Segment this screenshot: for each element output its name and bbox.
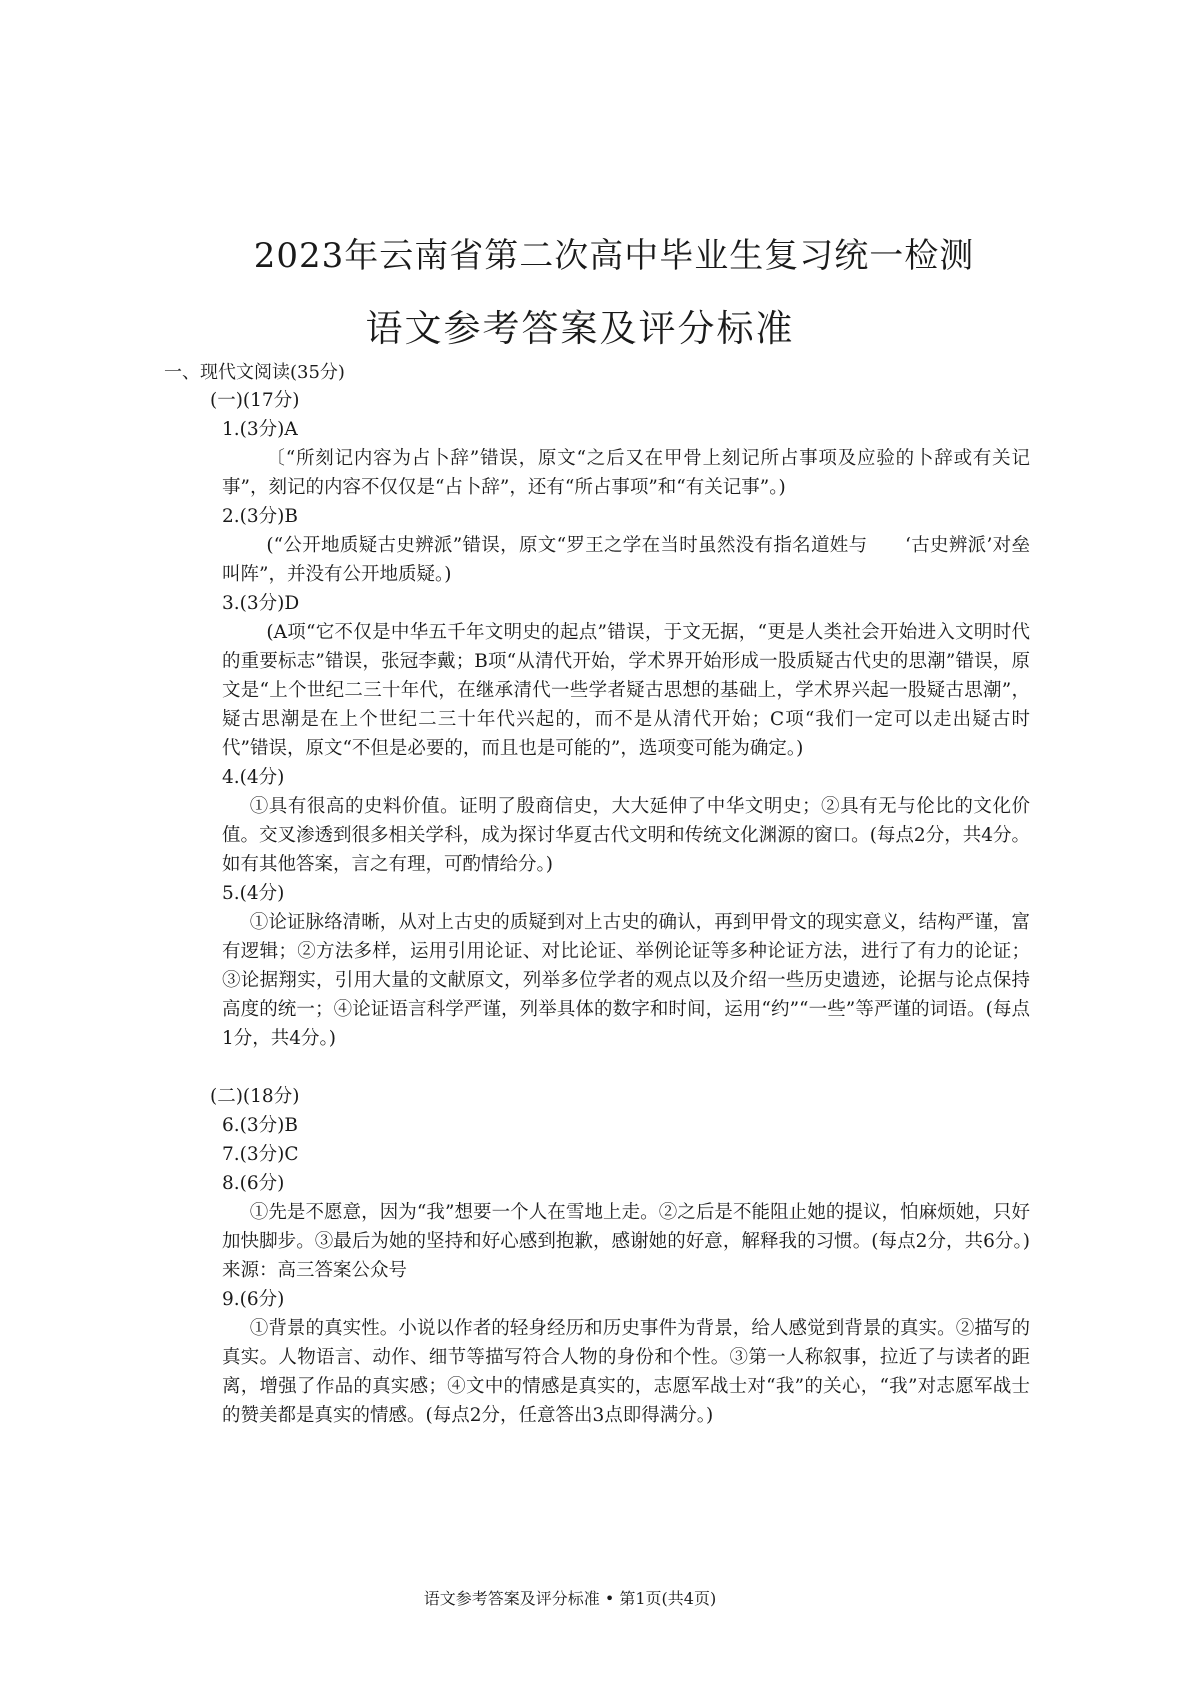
question-3-label: 3.(3分)D xyxy=(222,593,300,614)
question-5-label: 5.(4分) xyxy=(222,883,285,904)
question-7-label: 7.(3分)C xyxy=(222,1144,299,1165)
part-heading-1: (一)(17分) xyxy=(210,390,300,411)
answers-body xyxy=(210,386,1030,1430)
part-heading-2: (二)(18分) xyxy=(210,1086,300,1107)
question-1-explanation: 〔“所刻记内容为占卜辞”错误，原文“之后又在甲骨上刻记所占事项及应验的卜辞或有关记事”，刻记的内容不仅仅是“占卜辞”，还有“所占事项”和“有关记事”。) xyxy=(222,448,1030,498)
question-6-label: 6.(3分)B xyxy=(222,1115,298,1136)
question-8-label: 8.(6分) xyxy=(222,1173,285,1194)
question-9-label: 9.(6分) xyxy=(222,1289,285,1310)
page-footer: 语文参考答案及评分标准 • 第1页(共4页) xyxy=(423,1589,717,1608)
spacer xyxy=(222,1053,1030,1082)
question-5-answer: ①论证脉络清晰，从对上古史的质疑到对上古史的确认，再到甲骨文的现实意义，结构严谨，富有逻辑；②方法多样，运用引用论证、对比论证、举例论证等多种论证方法，进行了有力的论证；③论据翔实，引用大量的文献原文，列举多位学者的观点以及介绍一些历史遗迹，论据与论点保持高度的统一；④论证语言科学严谨，列举具体的数字和时间，运用“约”“一些”等严谨的词语。(每点1分，共4分。) xyxy=(222,912,1030,1049)
question-2-label: 2.(3分)B xyxy=(222,506,298,527)
question-8-answer: ①先是不愿意，因为“我”想要一个人在雪地上走。②之后是不能阻止她的提议，怕麻烦她，只好加快脚步。③最后为她的坚持和好心感到抱歉，感谢她的好意，解释我的习惯。(每点2分，共6分。)来源：高三答案公众号 xyxy=(222,1202,1030,1281)
question-4-answer: ①具有很高的史料价值。证明了殷商信史，大大延伸了中华文明史；②具有无与伦比的文化价值。交叉渗透到很多相关学科，成为探讨华夏古代文明和传统文化渊源的窗口。(每点2分，共4分。如有其他答案，言之有理，可酌情给分。) xyxy=(222,796,1030,875)
question-9-answer: ①背景的真实性。小说以作者的轻身经历和历史事件为背景，给人感觉到背景的真实。②描写的真实。人物语言、动作、细节等描写符合人物的身份和个性。③第一人称叙事，拉近了与读者的距离，增强了作品的真实感；④文中的情感是真实的，志愿军战士对“我”的关心，“我”对志愿军战士的赞美都是真实的情感。(每点2分，任意答出3点即得满分。) xyxy=(222,1318,1030,1426)
section-heading-reading: 一、现代文阅读(35分) xyxy=(164,362,345,383)
document-title: 2023年云南省第二次高中毕业生复习统一检测 xyxy=(253,236,975,276)
document-subtitle: 语文参考答案及评分标准 xyxy=(365,307,795,350)
question-4-label: 4.(4分) xyxy=(222,767,285,788)
question-3-explanation: (A项“它不仅是中华五千年文明史的起点”错误，于文无据，“更是人类社会开始进入文明时代的重要标志”错误，张冠李戴；B项“从清代开始，学术界开始形成一股质疑古代史的思潮”错误，原文是“上个世纪二三十年代，在继承清代一些学者疑古思想的基础上，学术界兴起一股疑古思潮”，疑古思潮是在上个世纪二三十年代兴起的，而不是从清代开始；C项“我们一定可以走出疑古时代”错误，原文“不但是必要的，而且也是可能的”，选项变可能为确定。) xyxy=(222,622,1030,759)
question-1-label: 1.(3分)A xyxy=(222,419,298,440)
question-2-explanation: (“公开地质疑古史辨派”错误，原文“罗王之学在当时虽然没有指名道姓与 ‘古史辨派’对垒叫阵”，并没有公开地质疑。) xyxy=(222,535,1030,585)
